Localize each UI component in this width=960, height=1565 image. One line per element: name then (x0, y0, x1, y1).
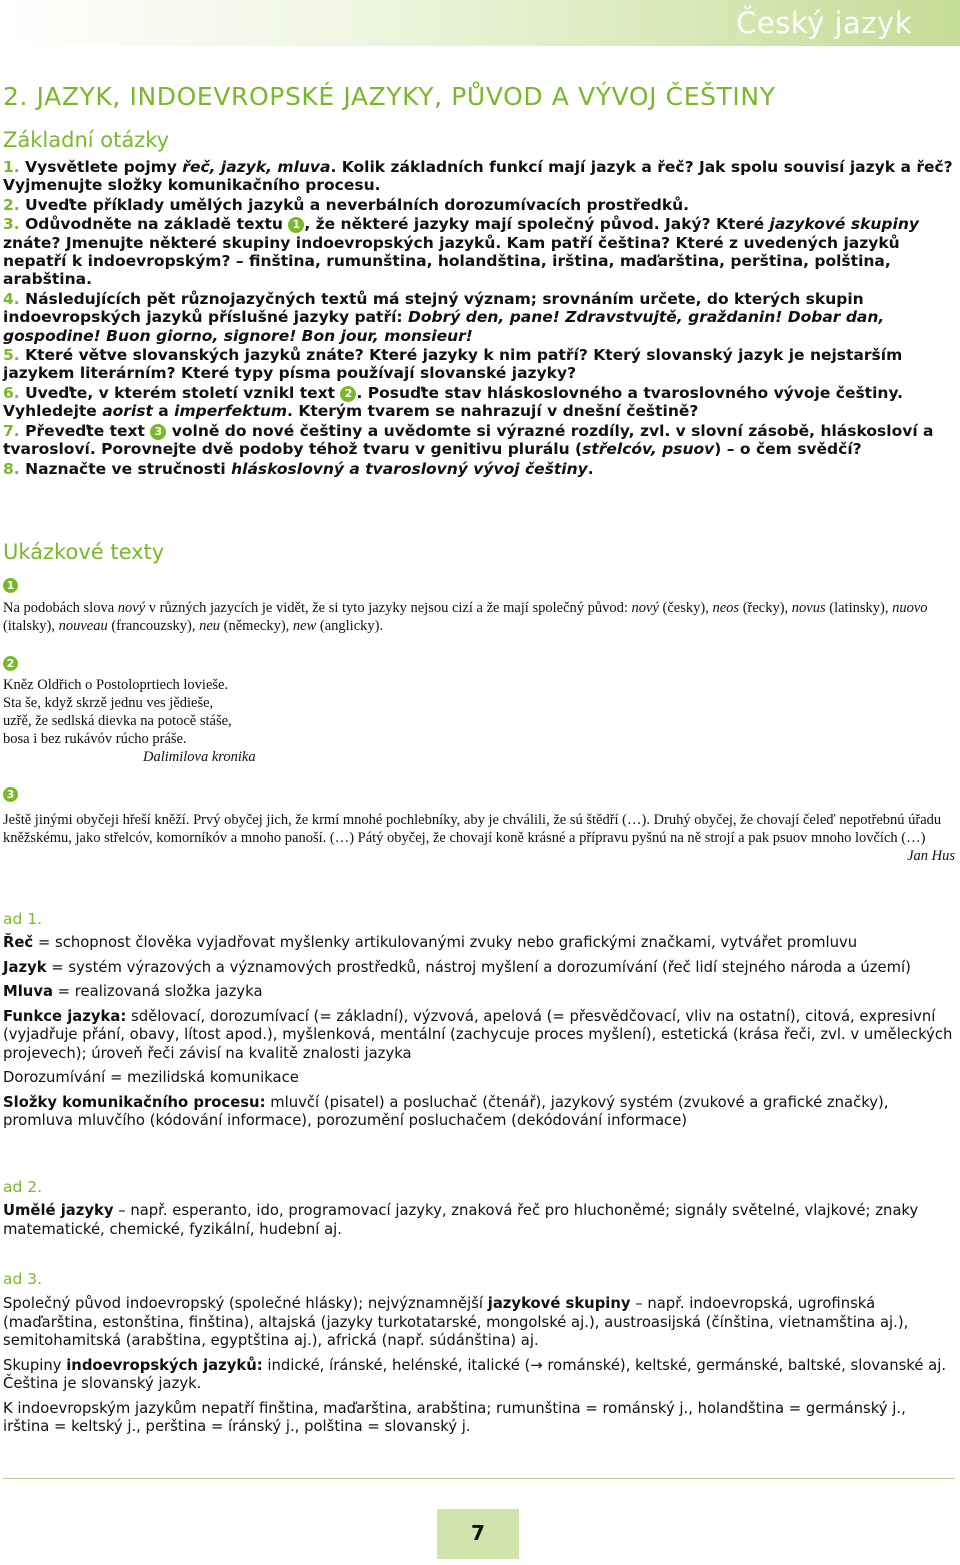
question-number: 6. (3, 383, 20, 402)
question-text: znáte? Jmenujte některé skupiny indoevropských jazyků. Kam patří čeština? Které z uvedených jazyků nepatří k indoevropským? – finština, rumunština, holandština, irština, maďarština, perština, polština, arabština. (3, 233, 900, 289)
question-text: Převeďte text (25, 421, 151, 440)
sample-text-1 (3, 574, 955, 635)
sample-text: (česky), (658, 600, 713, 616)
question-text: Uveďte příklady umělých jazyků a neverbálních dorozumívacích prostředků. (25, 195, 690, 214)
question-7 (3, 422, 958, 459)
sample-word: new (292, 618, 317, 634)
question-text: Vysvětlete pojmy (25, 158, 183, 176)
question-text: Naznačte ve stručnosti (25, 459, 232, 478)
answer-label-1: ad 1. (3, 910, 43, 928)
question-emphasis: řeč, jazyk, mluva (182, 158, 331, 176)
question-number: 8. (3, 459, 20, 478)
sample-text: (latinsky), (825, 600, 893, 616)
sample-text: (francouzsky), (107, 618, 200, 634)
answer-term: jazykové skupiny (487, 1295, 631, 1312)
question-text: Následujících pět různojazyčných textů má stejný význam; srovnáním určete, do kterých skupin indoevropských jazyků příslušné jazyky patří: (3, 289, 864, 327)
sample-word: neos (712, 600, 740, 616)
question-text: a (152, 402, 175, 421)
sample-word: nový (117, 600, 146, 616)
text-ref-badge: 1 (288, 217, 304, 233)
poem-line: uzřě, že sedlská dievka na potocě stáše, (3, 713, 232, 729)
question-text: volně do nové češtiny a uvědomte si výrazné rozdíly, zvl. v slovní zásobě, hláskosloví a tvarosloví. Porovnejte dvě podoby téhož tvaru v genitivu plurálu ( (3, 421, 934, 459)
sample-word: nuovo (892, 600, 928, 616)
answer-block-2 (3, 1202, 953, 1245)
question-text: Uveďte, v kterém století vznikl text (25, 383, 341, 402)
question-text: . Posuďte stav hláskoslovného a tvaroslovného vývoje češtiny. Vyhledejte (3, 383, 904, 421)
question-text: ) – o čem svědčí? (714, 440, 862, 459)
sample-paragraph (3, 811, 955, 864)
answer-term: Mluva (3, 983, 53, 1000)
question-emphasis: aorist (102, 402, 153, 421)
question-text: . Kterým tvarem se nahrazují v dnešní češtině? (287, 402, 699, 421)
arrow-icon: → (530, 1356, 543, 1374)
sample-word: nouveau (58, 618, 108, 634)
answer-text: Společný původ indoevropský (společné hlásky); nejvýznamnější (3, 1295, 488, 1312)
question-4 (3, 290, 958, 345)
question-8 (3, 460, 958, 478)
answer-text: indické, íránské, helénské, italické ( (262, 1356, 531, 1374)
question-emphasis: Dobrý den, pane! Zdravstvujtě, graždanin! Dobar dan, gospodine! Buon giorno, signore! Bon jour, monsieur! (3, 308, 885, 345)
answer-block-1 (3, 934, 953, 1137)
question-3 (3, 215, 958, 289)
question-1 (3, 158, 958, 195)
sample-text: (anglicky). (316, 618, 384, 634)
answer-label-2: ad 2. (3, 1178, 43, 1196)
answer-text: sdělovací, dorozumívací (= základní), výzvová, apelová (= přesvědčovací, vliv na ostatní), citová, expresivní (vyjadřuje přání, obavy, lítost apod.), myšlenková, mentální (zachycuje proces myšlení), estetická (krása řeči, zvl. v uměleckých projevech); úroveň řeči závisí na kvalitě znalosti jazyka (3, 1007, 953, 1062)
answer-term: Řeč (3, 934, 34, 951)
sample-text: Ještě jinými obyčeji hřeší kněží. Prvý obyčej jich, že krmí mnohé pochlebníky, aby je chválili, že sú štědří (…). Druhý obyčej, že chovají čeleď nepotřebnú úřadu kněžskému, jako střelcóv, komorníkóv a mnoho panoší. (…) Pátý obyčej, že chovají koně krásné a přípravu pyšnú na ně strojí a pak psuov mnoho lovčích (…) (3, 812, 942, 846)
question-text: . (587, 459, 594, 478)
text-ref-badge: 3 (150, 424, 166, 440)
sample-text: v různých jazycích je vidět, že si tyto jazyky nejsou cizí a že mají společný původ: (145, 600, 632, 616)
answer-text: = systém výrazových a významových prostředků, nástroj myšlení a dorozumívání (řeč lidí stejného národa a území) (46, 958, 911, 976)
footer-divider (3, 1478, 955, 1479)
sample-word: novus (791, 600, 826, 616)
question-text: . Kolik základních funkcí mají jazyk a řeč? Jak spolu souvisí jazyk a řeč? Vyjmenujte složky komunikačního procesu. (3, 158, 953, 195)
question-emphasis: střelcóv, psuov (582, 440, 715, 459)
answer-text: = realizovaná složka jazyka (52, 983, 263, 1000)
answer-text: Dorozumívání = mezilidská komunikace (3, 1069, 299, 1086)
answer-label-3: ad 3. (3, 1270, 43, 1288)
poem (3, 676, 955, 766)
sample-paragraph (3, 599, 955, 635)
answer-text: mluvčí (pisatel) a posluchač (čtenář), jazykový systém (zvukové a grafické značky), promluva mluvčího (kódování informace), porozumění posluchačem (dekódování informace) (3, 1093, 889, 1129)
sample-text-3 (3, 783, 955, 865)
question-number: 1. (3, 158, 20, 176)
sample-word: neu (199, 618, 221, 634)
question-text: , že některé jazyky mají společný původ. Jaký? Které (304, 215, 770, 234)
answer-term: Jazyk (3, 958, 47, 976)
poem-line: bosa i bez rukávóv rúcho práše. (3, 731, 187, 747)
answer-text: Skupiny (3, 1356, 67, 1374)
answer-text: = schopnost člověka vyjadřovat myšlenky artikulovanými zvuky nebo grafickými značkami, vytvářet promluvu (33, 934, 858, 951)
answer-term: Funkce jazyka: (3, 1007, 127, 1025)
questions-list (3, 158, 958, 479)
poem-line: Kněz Oldřich o Postoloprtiech lovieše. (3, 677, 229, 693)
sample-source: Jan Hus (907, 848, 955, 864)
question-number: 4. (3, 289, 20, 308)
question-emphasis: jazykové skupiny (769, 215, 919, 234)
sample-badge: 3 (3, 787, 18, 802)
question-number: 3. (3, 215, 20, 234)
question-emphasis: hláskoslovný a tvaroslovný vývoj češtiny (231, 459, 588, 478)
page-number: 7 (471, 1521, 485, 1545)
question-emphasis: imperfektum (174, 402, 288, 421)
answer-term: indoevropských jazyků: (66, 1356, 263, 1374)
question-number: 5. (3, 346, 20, 365)
answer-term: Umělé jazyky (3, 1202, 114, 1219)
text-ref-badge: 2 (340, 386, 356, 402)
samples-heading: Ukázkové texty (3, 540, 165, 564)
question-6 (3, 384, 958, 421)
sample-badge: 2 (3, 656, 18, 671)
sample-text-2 (3, 652, 955, 766)
question-number: 7. (3, 421, 20, 440)
sample-text: (řecky), (739, 600, 792, 616)
answer-text: románské), keltské, germánské, baltské, slovanské aj. Čeština je slovanský jazyk. (3, 1356, 947, 1392)
question-2 (3, 196, 958, 214)
sample-badge: 1 (3, 578, 18, 593)
page-number-box (437, 1509, 519, 1559)
answer-term: Složky komunikačního procesu: (3, 1093, 266, 1111)
question-number: 2. (3, 195, 20, 214)
sample-text: Na podobách slova (3, 600, 118, 616)
poem-line: Sta še, když skrzě jednu ves jědieše, (3, 695, 214, 711)
question-text: Odůvodněte na základě textu (25, 215, 289, 234)
sample-text: (německy), (220, 618, 293, 634)
question-5 (3, 346, 958, 383)
questions-heading: Základní otázky (3, 128, 170, 152)
poem-source: Dalimilova kronika (143, 749, 256, 765)
chapter-title: 2. JAZYK, INDOEVROPSKÉ JAZYKY, PŮVOD A VÝVOJ ČEŠTINY (3, 82, 776, 111)
sample-text: (italsky), (3, 618, 59, 634)
answer-text: – např. esperanto, ido, programovací jazyky, znaková řeč pro hluchoněmé; signály světelné, vlajkové; znaky matematické, chemické, fyzikální, hudební aj. (3, 1202, 919, 1238)
question-text: Které větve slovanských jazyků znáte? Které jazyky k nim patří? Který slovanský jazyk je nejstarším jazykem literárním? Které typy písma používají slovanské jazyky? (3, 346, 903, 383)
answer-text: K indoevropským jazykům nepatří finština, maďarština, arabština; rumunština = románský j., holandština = germánský j., irština = keltský j., perština = íránský j., polština = slovanský j. (3, 1399, 906, 1435)
answer-text: – např. indoevropská, ugrofinská (maďarština, estonština, finština), altajská (jazyky turkotatarské, mongolské aj.), austroasijská (čínština, vietnamština aj.), semitohamitská (arabština, egyptština aj.), africká (např. súdánština) aj. (3, 1295, 909, 1349)
sample-word: nový (631, 600, 659, 616)
answer-block-3 (3, 1295, 953, 1443)
subject-title: Český jazyk (736, 6, 912, 40)
